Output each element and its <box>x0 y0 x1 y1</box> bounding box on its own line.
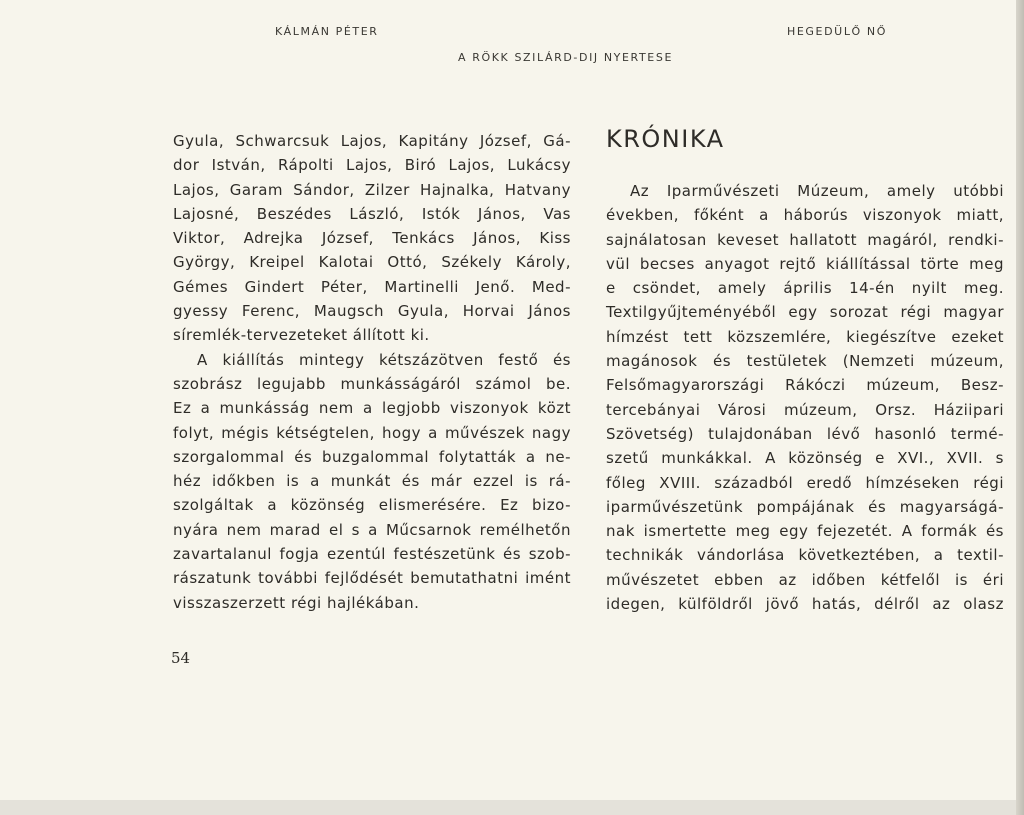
text-line: Felsőmagyarországi Rákóczi múzeum, Besz- <box>606 376 1004 395</box>
text-line: rászatunk további fejlődését bemutathatni imént <box>173 569 571 588</box>
text-line: művészetet ebben az időben kétfelől is éri <box>606 570 1004 589</box>
text-line: években, főként a háborús viszonyok miatt, <box>606 206 1004 225</box>
text-line: visszaszerzett régi hajlékában. <box>173 593 420 612</box>
text-line: Lajosné, Beszédes László, Istók János, Vas <box>173 204 571 223</box>
text-line: szorgalommal és buzgalommal folytatták a ne- <box>173 447 571 466</box>
text-line: Gyula, Schwarcsuk Lajos, Kapitány József, Gá- <box>173 132 571 150</box>
text-line: folyt, mégis kétségtelen, hogy a művészek nagy <box>173 423 571 442</box>
text-line: Textilgyűjteményéből egy sorozat régi magyar <box>606 303 1004 322</box>
right-text-column <box>606 179 1004 616</box>
text-line: Lajos, Garam Sándor, Zilzer Hajnalka, Hatvany <box>173 180 571 199</box>
text-line: hímzést tett közszemlére, kiegészítve ezeket <box>606 327 1004 346</box>
text-line: szolgáltak a közönség elismerésére. Ez bizo- <box>173 496 571 515</box>
text-line: szobrász legujabb munkásságáról számol be. <box>173 374 571 393</box>
text-line: Gémes Gindert Péter, Martinelli Jenő. Med- <box>173 277 571 296</box>
running-head-artwork-title: HEGEDÜLŐ NŐ <box>787 25 887 38</box>
text-line: nak ismertette meg egy fejezetét. A formák és <box>606 522 1004 541</box>
running-head-caption: A RÖKK SZILÁRD-DIJ NYERTESE <box>458 51 673 64</box>
section-heading-kronika: KRÓNIKA <box>606 125 725 153</box>
text-line: e csöndet, amely április 14-én nyilt meg. <box>606 279 1004 298</box>
text-line: síremlék-tervezeteket állított ki. <box>173 326 430 345</box>
paragraph-first-line: A kiállítás mintegy kétszázötven festő és <box>197 350 571 369</box>
text-line: nyára nem marad el s a Műcsarnok remélhetőn <box>173 520 571 539</box>
scan-bottom-margin <box>0 800 1024 815</box>
text-line: főleg XVIII. századból eredő hímzéseken régi <box>606 473 1004 492</box>
text-line: Viktor, Adrejka József, Tenkács János, Kiss <box>173 229 571 248</box>
text-line: héz időkben is a munkát és már ezzel is rá- <box>173 472 571 491</box>
left-text-column <box>173 129 571 615</box>
paragraph-first-line: Az Iparművészeti Múzeum, amely utóbbi <box>630 182 1004 200</box>
running-head-author: KÁLMÁN PÉTER <box>275 25 379 38</box>
text-line: iparművészetünk pompájának és magyarságá- <box>606 497 1004 516</box>
page-number: 54 <box>171 649 191 667</box>
text-line: szetű munkákkal. A közönség e XVI., XVII. s <box>606 449 1004 468</box>
text-line: Szövetség) tulajdonában lévő hasonló termé- <box>606 424 1004 443</box>
text-line: idegen, külföldről jövő hatás, délről az olasz <box>606 595 1004 614</box>
text-line: Ez a munkásság nem a legjobb viszonyok közt <box>173 399 571 418</box>
text-line: tercebányai Városi múzeum, Orsz. Háziipari <box>606 400 1004 419</box>
text-line: zavartalanul fogja ezentúl festészetünk és szob- <box>173 545 571 564</box>
text-line: sajnálatosan keveset hallatott magáról, rendki- <box>606 230 1004 249</box>
page-edge-shadow <box>1016 0 1024 815</box>
text-line: technikák vándorlása következtében, a textil- <box>606 546 1004 565</box>
text-line: György, Kreipel Kalotai Ottó, Székely Károly, <box>173 253 571 272</box>
text-line: gyessy Ferenc, Maugsch Gyula, Horvai János <box>173 302 571 321</box>
text-line: dor István, Rápolti Lajos, Biró Lajos, Lukácsy <box>173 156 571 175</box>
text-line: magánosok és testületek (Nemzeti múzeum, <box>606 352 1004 371</box>
text-line: vül becses anyagot rejtő kiállítással törte meg <box>606 254 1004 273</box>
